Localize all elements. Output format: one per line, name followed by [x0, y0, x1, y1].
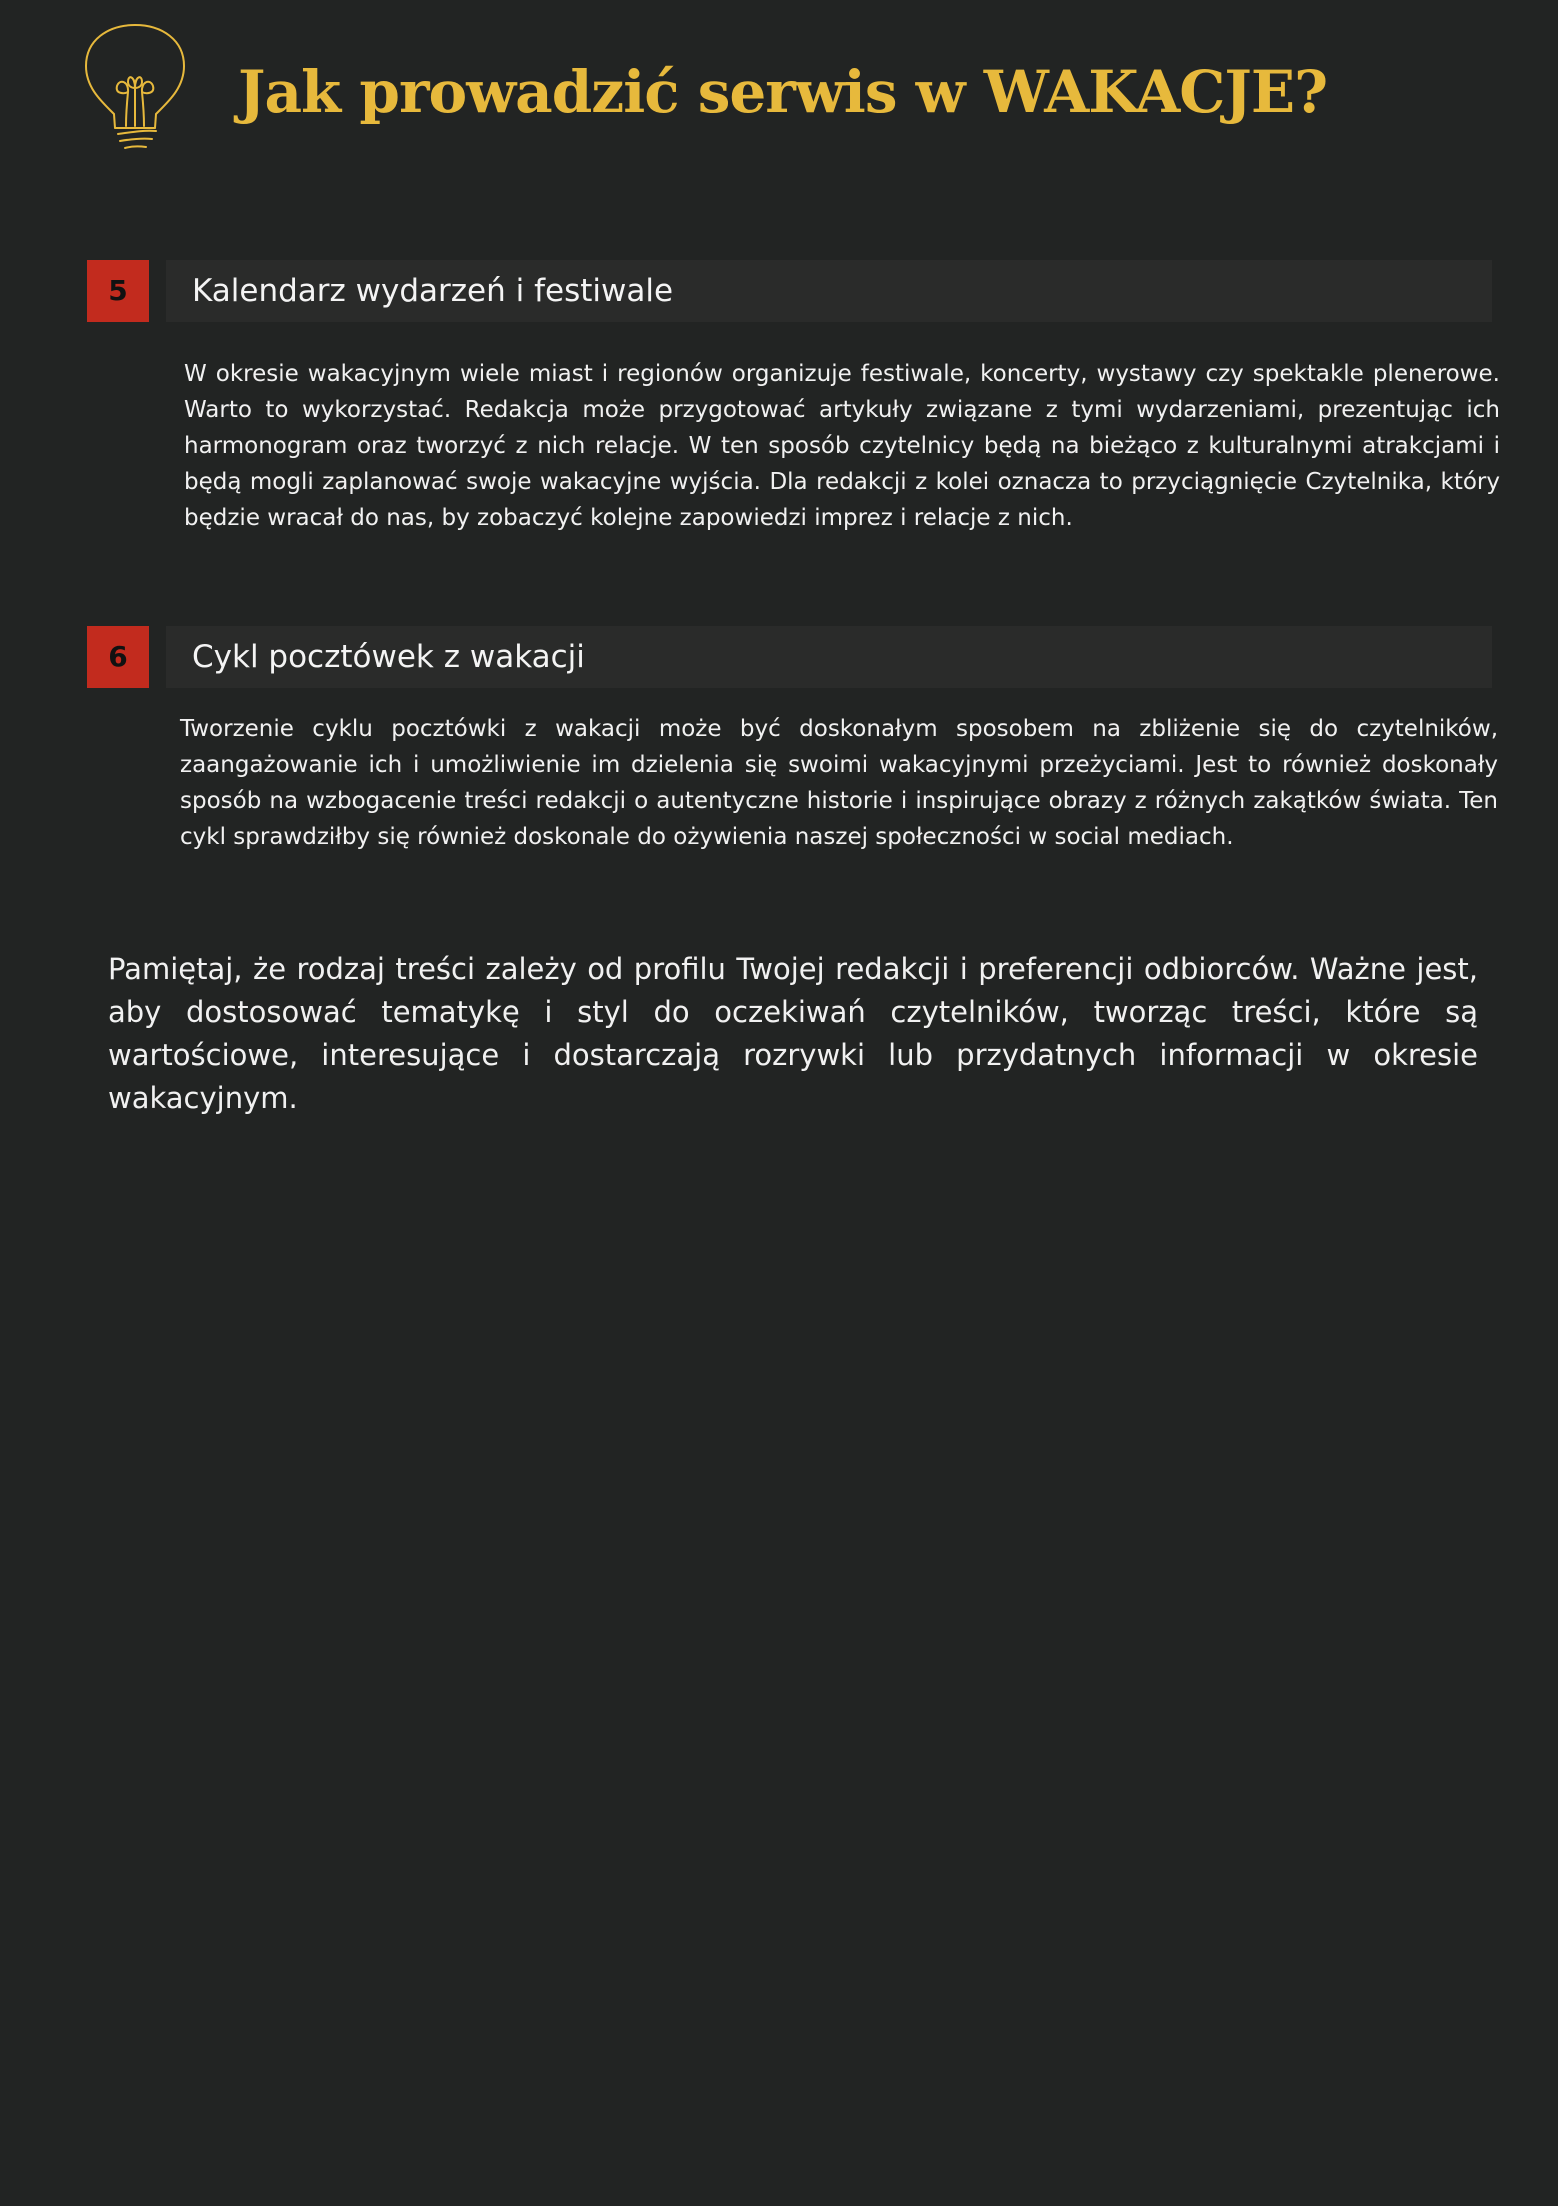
- section-heading-bar: [166, 626, 1492, 688]
- page-title: Jak prowadzić serwis w WAKACJE?: [238, 58, 1328, 126]
- section-heading-bar: [166, 260, 1492, 322]
- section-number-badge: 6: [87, 626, 149, 688]
- section-body: W okresie wakacyjnym wiele miast i regionów organizuje festiwale, koncerty, wystawy czy spektakle plenerowe. Warto to wykorzystać. Redakcja może przygotować artykuły związane z tymi wydarzeniami, prezentując ich harmonogram oraz tworzyć z nich relacje. W ten sposób czytelnicy będą na bieżąco z kulturalnymi atrakcjami i będą mogli zaplanować swoje wakacyjne wyjścia. Dla redakcji z kolei oznacza to przyciągnięcie Czytelnika, który będzie wracał do nas, by zobaczyć kolejne zapowiedzi imprez i relacje z nich.: [184, 361, 1500, 531]
- section-body: Tworzenie cyklu pocztówki z wakacji może być doskonałym sposobem na zbliżenie się do czytelników, zaangażowanie ich i umożliwienie im dzielenia się swoimi wakacyjnymi przeżyciami. Jest to również doskonały sposób na wzbogacenie treści redakcji o autentyczne historie i inspirujące obrazy z różnych zakątków świata. Ten cykl sprawdziłby się również doskonale do ożywienia naszej społeczności w social mediach.: [180, 716, 1498, 850]
- closing-note: Pamiętaj, że rodzaj treści zależy od profilu Twojej redakcji i preferencji odbiorców. Ważne jest, aby dostosować tematykę i styl do oczekiwań czytelników, tworząc treści, które są wartościowe, interesujące i dostarczają rozrywki lub przydatnych informacji w okresie wakacyjnym.: [108, 952, 1478, 1115]
- section-heading: Kalendarz wydarzeń i festiwale: [192, 273, 674, 309]
- section-heading: Cykl pocztówek z wakacji: [192, 639, 585, 675]
- section-number-badge: 5: [87, 260, 149, 322]
- lightbulb-icon: [82, 22, 188, 160]
